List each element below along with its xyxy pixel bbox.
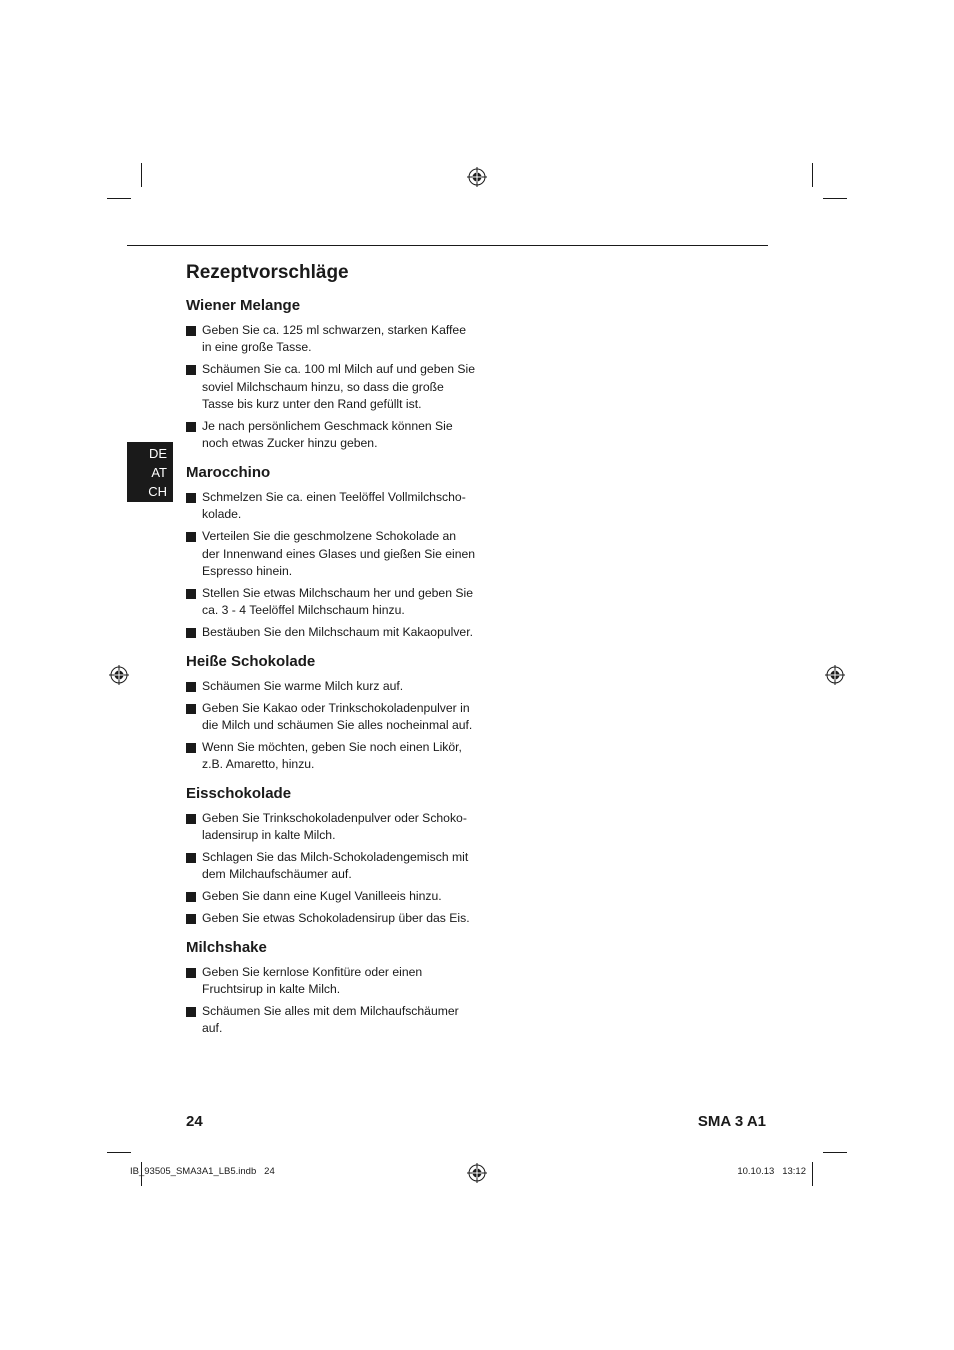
recipe-section xyxy=(186,939,476,1038)
list-item-text: Schmelzen Sie ca. einen Teelöffel Vollmilchscho-kolade. xyxy=(202,489,466,522)
step-list xyxy=(186,678,476,774)
square-bullet-icon xyxy=(186,968,196,978)
list-item-text: Schlagen Sie das Milch-Schokoladengemisch mit dem Milchaufschäumer auf. xyxy=(202,849,469,882)
list-item xyxy=(186,810,476,845)
registration-mark-icon xyxy=(467,167,487,187)
registration-mark-icon xyxy=(825,665,845,685)
step-list xyxy=(186,322,476,453)
square-bullet-icon xyxy=(186,914,196,924)
square-bullet-icon xyxy=(186,1007,196,1017)
crop-mark xyxy=(812,1162,813,1186)
square-bullet-icon xyxy=(186,422,196,432)
list-item-text: Geben Sie Kakao oder Trinkschokoladenpulver in die Milch und schäumen Sie alles nocheinmal auf. xyxy=(202,700,473,732)
step-list xyxy=(186,964,476,1038)
list-item xyxy=(186,964,476,999)
list-item-text: Schäumen Sie alles mit dem Milchaufschäumer auf. xyxy=(202,1003,459,1036)
print-slug-file: IB_93505_SMA3A1_LB5.indb 24 xyxy=(130,1166,275,1177)
list-item xyxy=(186,910,476,927)
step-list xyxy=(186,810,476,928)
language-code: AT xyxy=(151,465,167,480)
page-title: Rezeptvorschläge xyxy=(186,262,349,283)
crop-mark xyxy=(107,198,131,199)
section-title: Marocchino xyxy=(186,463,271,481)
list-item xyxy=(186,849,476,884)
square-bullet-icon xyxy=(186,704,196,714)
language-tab xyxy=(127,442,173,502)
square-bullet-icon xyxy=(186,814,196,824)
recipe-section xyxy=(186,464,476,642)
crop-mark xyxy=(107,1152,131,1153)
page-number: 24 xyxy=(186,1113,203,1130)
square-bullet-icon xyxy=(186,628,196,638)
step-list xyxy=(186,489,476,642)
list-item xyxy=(186,528,476,580)
list-item-text: Geben Sie kernlose Konfitüre oder einen Fruchtsirup in kalte Milch. xyxy=(202,964,423,996)
section-title: Eisschokolade xyxy=(186,784,292,802)
square-bullet-icon xyxy=(186,326,196,336)
list-item-text: Schäumen Sie ca. 100 ml Milch auf und geben Sie soviel Milchschaum hinzu, so dass die große Tasse bis kurz unter den Rand gefüllt ist. xyxy=(202,362,476,412)
recipe-section xyxy=(186,297,476,453)
crop-mark xyxy=(823,1152,847,1153)
model-name: SMA 3 A1 xyxy=(697,1113,766,1130)
registration-mark-icon xyxy=(467,1163,487,1183)
list-item xyxy=(186,361,476,413)
list-item xyxy=(186,489,476,524)
list-item-text: Geben Sie etwas Schokoladensirup über das Eis. xyxy=(202,911,470,926)
list-item xyxy=(186,624,476,641)
list-item-text: Je nach persönlichem Geschmack können Sie noch etwas Zucker hinzu geben. xyxy=(202,419,453,451)
list-item xyxy=(186,418,476,453)
square-bullet-icon xyxy=(186,892,196,902)
crop-mark xyxy=(812,163,813,187)
square-bullet-icon xyxy=(186,682,196,692)
language-code: CH xyxy=(148,484,167,499)
list-item xyxy=(186,322,476,357)
list-item xyxy=(186,1003,476,1038)
list-item xyxy=(186,700,476,735)
square-bullet-icon xyxy=(186,365,196,375)
list-item xyxy=(186,888,476,905)
list-item-text: Geben Sie ca. 125 ml schwarzen, starken Kaffee in eine große Tasse. xyxy=(202,323,466,355)
list-item-text: Geben Sie Trinkschokoladenpulver oder Schoko-ladensirup in kalte Milch. xyxy=(202,810,467,843)
language-code: DE xyxy=(148,446,167,461)
print-slug-datetime: 10.10.13 13:12 xyxy=(737,1166,806,1177)
header-rule xyxy=(127,245,768,246)
square-bullet-icon xyxy=(186,853,196,863)
list-item-text: Schäumen Sie warme Milch kurz auf. xyxy=(202,678,404,693)
list-item xyxy=(186,739,476,774)
square-bullet-icon xyxy=(186,743,196,753)
list-item-text: Geben Sie dann eine Kugel Vanilleeis hinzu. xyxy=(202,889,442,904)
section-title: Wiener Melange xyxy=(186,297,301,314)
recipe-content xyxy=(186,297,476,1049)
square-bullet-icon xyxy=(186,532,196,542)
square-bullet-icon xyxy=(186,589,196,599)
list-item-text: Bestäuben Sie den Milchschaum mit Kakaopulver. xyxy=(202,625,473,640)
registration-mark-icon xyxy=(109,665,129,685)
section-title: Heiße Schokolade xyxy=(186,652,316,670)
list-item-text: Verteilen Sie die geschmolzene Schokolade an der Innenwand eines Glases und gießen Sie einen Espresso hinein. xyxy=(202,529,476,578)
list-item-text: Stellen Sie etwas Milchschaum her und geben Sie ca. 3 - 4 Teelöffel Milchschaum hinzu. xyxy=(202,585,473,618)
crop-mark xyxy=(823,198,847,199)
square-bullet-icon xyxy=(186,493,196,503)
recipe-section xyxy=(186,653,476,774)
list-item xyxy=(186,678,476,695)
list-item-text: Wenn Sie möchten, geben Sie noch einen Likör, z.B. Amaretto, hinzu. xyxy=(202,739,462,772)
section-title: Milchshake xyxy=(186,938,267,956)
list-item xyxy=(186,585,476,620)
recipe-section xyxy=(186,785,476,928)
crop-mark xyxy=(141,163,142,187)
